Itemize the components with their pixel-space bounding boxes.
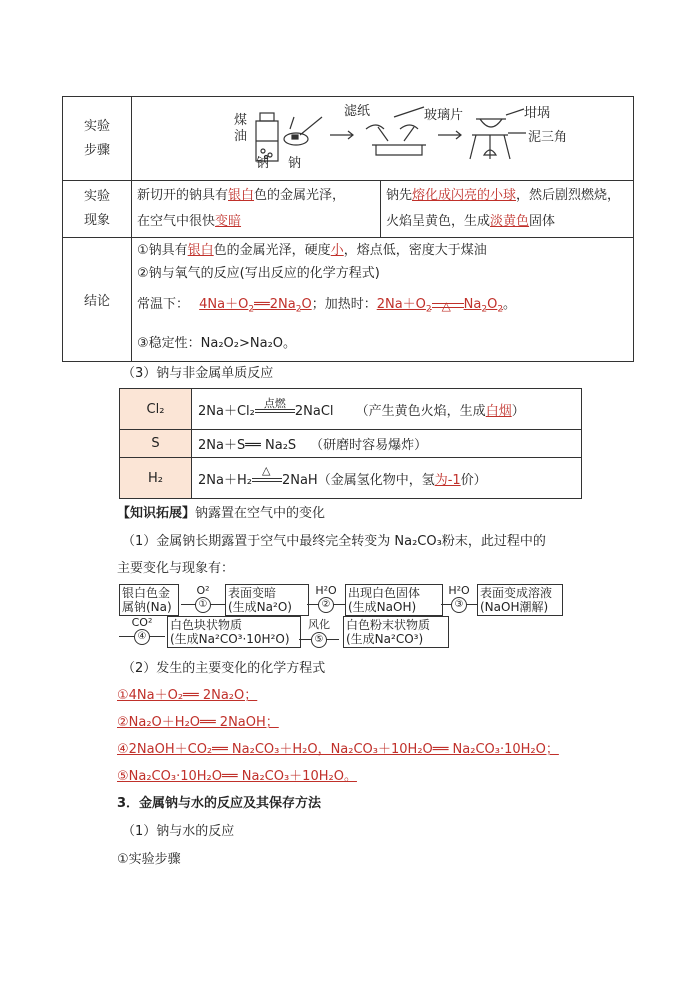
subheading: （1）钠与水的反应 — [122, 824, 235, 839]
sub: 2 — [425, 304, 432, 315]
reactant-cl2: Cl₂ — [120, 389, 192, 430]
answer-heat — [376, 297, 432, 315]
flow-box-sodium: 银白色金 属钠(Na) — [119, 584, 179, 616]
ext-p2: 主要变化与现象有： — [117, 561, 235, 576]
label-meiyou: 煤 油 — [234, 113, 248, 144]
flow-arrow-4 — [119, 616, 165, 643]
eq-section-title: （2）发生的主要变化的化学方程式 — [122, 661, 326, 676]
equal-line — [252, 478, 282, 482]
text: 2NaCl — [294, 403, 334, 419]
label-phenomenon: 实验 现象 — [63, 181, 132, 238]
steps-illustration — [132, 97, 634, 181]
step-number: ③ — [451, 597, 467, 613]
text: 2Na＋Cl₂ — [198, 403, 255, 419]
answer: 小 — [330, 243, 344, 259]
flow-box-white-solid: 出现白色固体 (生成NaOH) — [345, 584, 443, 616]
answer: 变暗 — [215, 214, 242, 229]
ext-p1: （1）金属钠长期露置于空气中最终完全转变为 Na₂CO₃粉末，此过程中的 — [122, 534, 546, 549]
label-na2: 钠 — [288, 156, 302, 171]
conclusion-4: ③稳定性：Na₂O₂>Na₂O。 — [137, 335, 297, 351]
text: 钠先 — [386, 188, 413, 203]
conclusion-1 — [137, 240, 628, 262]
answer: 银白 — [187, 243, 214, 259]
text: O — [301, 297, 312, 313]
text: 2Na＋S══ Na₂S — [198, 438, 297, 453]
step-number: ② — [318, 597, 334, 613]
experiment-table — [62, 96, 634, 362]
text: Na — [463, 297, 482, 313]
label-ganguo: 坩埚 — [524, 106, 551, 121]
section-title: （3）钠与非金属单质反应 — [122, 366, 274, 381]
arrow-label: O² — [196, 584, 210, 597]
answer-heat-product — [463, 297, 504, 315]
flow-arrow-3 — [441, 584, 477, 611]
phenomenon-right — [381, 181, 634, 238]
flow-box-crystal: 白色块状物质 (生成Na²CO³·10H²O) — [167, 616, 301, 648]
text: 火焰呈黄色，生成 — [386, 214, 491, 229]
reaction-h2 — [192, 458, 582, 499]
equation-4: ④2NaOH＋CO₂══ Na₂CO₃＋H₂O，Na₂CO₃＋10H₂O══ Na₂CO₃·10H₂O； — [117, 742, 559, 757]
text: ，然后剧烈燃烧， — [516, 188, 621, 203]
heat-condition — [432, 299, 464, 314]
text: （产生黄色火焰，生成 — [355, 403, 486, 419]
conclusion-3 — [137, 286, 628, 329]
label-na1: 钠 — [256, 156, 270, 171]
arrow-label: H²O — [448, 584, 470, 597]
phenomenon-left — [132, 181, 381, 238]
sub: 2 — [497, 304, 504, 315]
label-steps: 实验 步骤 — [63, 97, 132, 181]
step-heading: ①实验步骤 — [117, 852, 181, 867]
text: 2Na＋O — [376, 297, 426, 313]
ext-title — [117, 502, 325, 521]
answer: 银白 — [228, 188, 255, 203]
sub: 2 — [295, 304, 302, 315]
step-number: ④ — [134, 629, 150, 645]
reactant-s: S — [120, 430, 192, 458]
text: O — [487, 297, 498, 313]
step-number: ⑤ — [311, 632, 327, 648]
label-bolipian: 玻璃片 — [424, 108, 464, 123]
heading-3: 3．金属钠与水的反应及其保存方法 — [117, 796, 322, 811]
condition-arrow — [252, 464, 282, 482]
condition: 点燃 — [263, 397, 286, 410]
arrow-label: 风化 — [308, 618, 330, 631]
text: ══2Na — [254, 297, 296, 313]
flow-arrow-2 — [307, 584, 345, 611]
flow-arrow-5 — [299, 616, 339, 646]
text: 固体 — [529, 214, 556, 229]
text: ） — [511, 403, 525, 419]
text: 2Na＋H₂ — [198, 472, 252, 488]
text: 4Na＋O — [199, 297, 249, 313]
heat-symbol: △ — [441, 299, 451, 314]
flow-box-powder: 白色粉末状物质 (生成Na²CO³) — [343, 616, 449, 648]
label-lvzhi: 滤纸 — [344, 104, 371, 119]
answer-normal-temp — [199, 297, 312, 315]
conclusion-cell — [132, 238, 634, 362]
flow-box-solution: 表面变成溶液 (NaOH潮解) — [477, 584, 563, 616]
equation-1: ①4Na＋O₂══ 2Na₂O； — [117, 688, 258, 703]
equation-2: ②Na₂O＋H₂O══ 2NaOH； — [117, 715, 279, 730]
text: （研磨时容易爆炸） — [310, 438, 428, 453]
text: 新切开的钠具有 — [137, 188, 229, 203]
equation-5: ⑤Na₂CO₃·10H₂O══ Na₂CO₃＋10H₂O。 — [117, 769, 357, 784]
text: 价） — [460, 472, 487, 488]
arrow-label: H²O — [315, 584, 337, 597]
reaction-cl2 — [192, 389, 582, 430]
text: ；加热时： — [311, 297, 377, 313]
sub: 2 — [481, 304, 488, 315]
label-conclusion: 结论 — [63, 238, 132, 362]
flow-arrow-1 — [181, 584, 225, 611]
text: 色的金属光泽， — [254, 188, 346, 203]
flow-box-darken: 表面变暗 (生成Na²O) — [225, 584, 309, 616]
conclusion-2: ②钠与氧气的反应(写出反应的化学方程式) — [137, 266, 380, 282]
flow-row-2 — [119, 616, 579, 648]
text: 钠露置在空气中的变化 — [195, 506, 326, 521]
answer: 为-1 — [434, 472, 461, 488]
text: ①钠具有 — [137, 243, 188, 259]
text: 2NaH（金属氢化物中，氢 — [281, 472, 435, 488]
text: ，熔点低，密度大于煤油 — [343, 243, 487, 259]
condition-arrow — [255, 397, 295, 413]
reactant-h2: H₂ — [120, 458, 192, 499]
reaction-s — [192, 430, 582, 458]
text: 。 — [503, 297, 517, 313]
label-nisanjiao: 泥三角 — [528, 130, 568, 145]
step-number: ① — [195, 597, 211, 613]
text: 在空气中很快 — [137, 214, 216, 229]
ext-label: 【知识拓展】 — [117, 506, 196, 521]
condition: △ — [261, 464, 271, 477]
flow-row-1 — [119, 584, 579, 616]
text: 常温下： — [137, 297, 190, 313]
answer: 白烟 — [485, 403, 512, 419]
answer: 熔化成闪亮的小球 — [412, 188, 517, 203]
text: 色的金属光泽，硬度 — [213, 243, 331, 259]
sub: 2 — [248, 304, 255, 315]
arrow-label: CO² — [131, 616, 153, 629]
nonmetal-table — [119, 388, 582, 499]
answer: 淡黄色 — [490, 214, 530, 229]
